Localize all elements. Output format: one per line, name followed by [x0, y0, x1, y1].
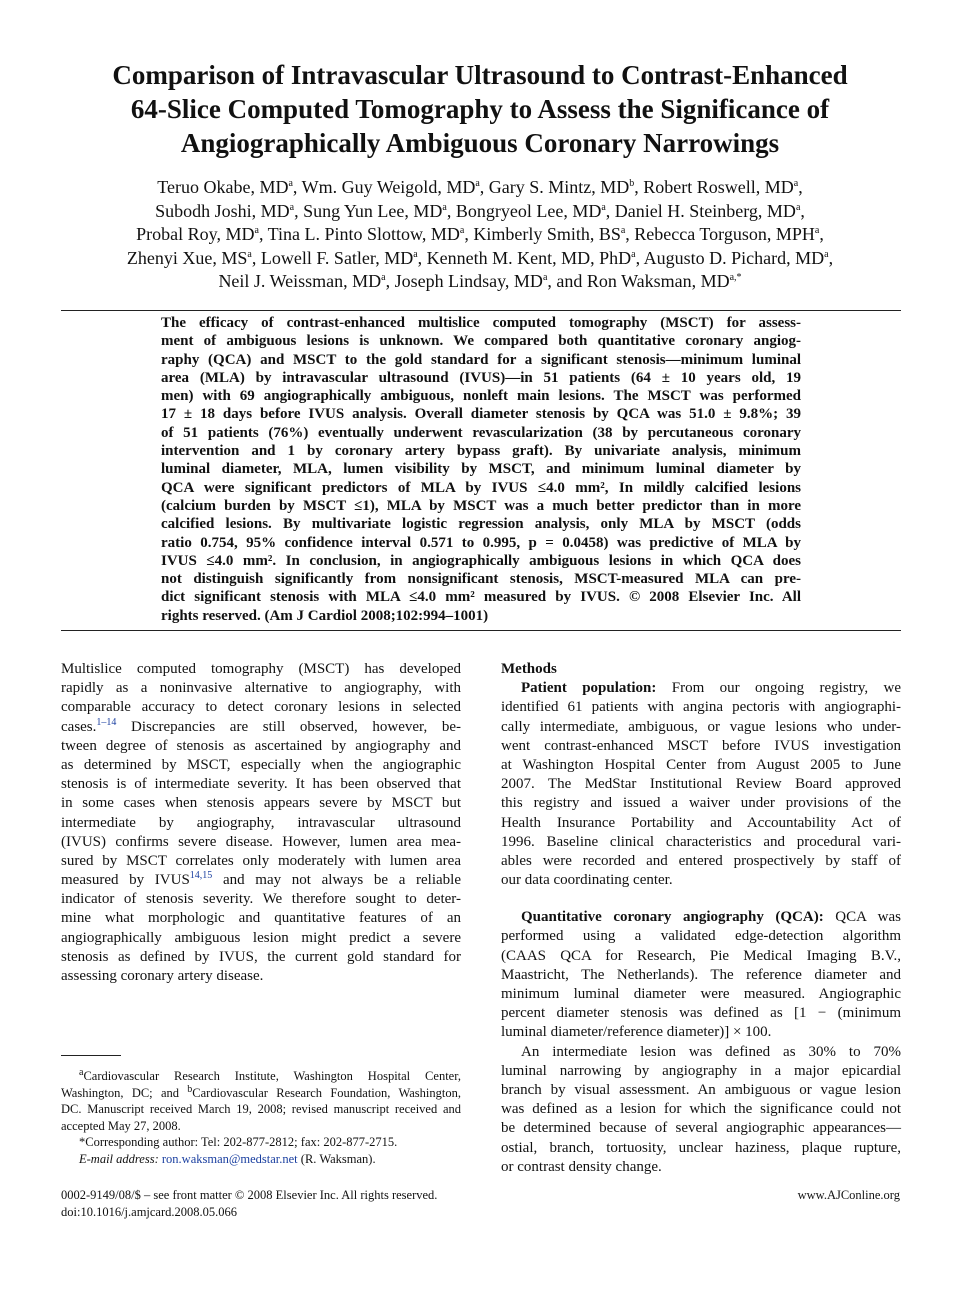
author-name: Kenneth M. Kent, MD, PhD: [426, 247, 632, 268]
body-line: 1996. Baseline clinical characteristics and procedural vari-: [501, 833, 901, 850]
author-name: Sung Yun Lee, MD: [303, 200, 443, 221]
separator: ,: [385, 271, 395, 291]
abstract-line: QCA were significant predictors of MLA by IVUS ≤4.0 mm², In mildly calcified lesions: [161, 479, 801, 496]
introduction-column: [61, 660, 461, 986]
affiliation-mark: a,*: [729, 272, 742, 283]
author-line: [40, 223, 920, 247]
abstract: [161, 314, 801, 625]
affiliation-mark: a: [824, 248, 829, 260]
abstract-line: 17 ± 18 days before IVUS analysis. Overall diameter stenosis by QCA was 51.0 ± 9.8%; 39: [161, 406, 801, 423]
author-name: Tina L. Pinto Slottow, MD: [267, 224, 460, 244]
footnote-text: Cardiovascular Research Institute, Washington Hospital Center,: [83, 1069, 461, 1083]
separator: ,: [294, 200, 304, 221]
title-line: Angiographically Ambiguous Coronary Narrowings: [180, 128, 780, 158]
affiliation-mark: a: [601, 201, 606, 213]
body-line: minimum luminal diameter were measured. Angiographic: [501, 986, 901, 1002]
body-text: and may not always be a reliable: [212, 872, 461, 889]
author-name: Neil J. Weissman, MD: [218, 271, 382, 291]
abstract-bottom-rule: [61, 630, 901, 631]
doi-line: doi:10.1016/j.amjcard.2008.05.066: [61, 1205, 238, 1219]
separator: ,: [417, 247, 427, 268]
body-line: stenosis is of intermediate severity. It has been observed that: [61, 776, 461, 793]
author-name: Bongryeol Lee, MD: [455, 200, 602, 221]
separator: ,: [635, 247, 644, 268]
author-line: [40, 247, 920, 271]
abstract-line: The efficacy of contrast-enhanced multislice computed tomography (MSCT) for assess-: [161, 315, 801, 331]
body-line: Multislice computed tomography (MSCT) has developed: [61, 661, 461, 677]
separator: ,: [819, 224, 824, 244]
body-line: ostial, branch, tortuosity, unclear haziness, plaque rupture,: [501, 1139, 901, 1156]
paragraph-gap: [501, 890, 901, 908]
author-line: [40, 270, 920, 294]
abstract-line: of 51 patients (76%) eventually underwent revascularization (38 by percutaneous coronary: [161, 424, 801, 441]
body-line: 2007. The MedStar Institutional Review Board approved: [501, 776, 901, 793]
body-line: mine what morphologic and quantitative features of an: [61, 910, 461, 927]
affiliation-mark: a: [254, 225, 259, 236]
author-name: Subodh Joshi, MD: [155, 200, 290, 221]
footnote-line: accepted May 27, 2008.: [61, 1118, 181, 1133]
body-line: assessing coronary artery disease.: [61, 968, 264, 984]
separator: ,: [625, 224, 635, 244]
separator: ,: [634, 177, 644, 197]
separator: ,: [800, 200, 805, 221]
footnote-line: [61, 1085, 461, 1102]
body-text: QCA was: [823, 909, 902, 926]
subsection-heading: Patient population:: [521, 680, 657, 697]
affiliation-mark: a: [288, 178, 293, 189]
body-line: ables were recorded and entered prospectively by staff of: [501, 852, 901, 869]
footnote-text: Cardiovascular Research Foundation, Washington,: [192, 1085, 461, 1100]
separator: ,: [292, 177, 302, 197]
article-title: [40, 58, 920, 160]
author-name: Robert Roswell, MD: [643, 177, 794, 197]
title-line: Comparison of Intravascular Ultrasound to Contrast-Enhanced: [112, 60, 848, 90]
footnote-rule: [61, 1055, 121, 1056]
body-line: [501, 679, 901, 698]
body-line: sured by MSCT correlates only moderately with lumen area: [61, 852, 461, 869]
author-name: Augusto D. Pichard, MD: [643, 247, 825, 268]
abstract-top-rule: [61, 310, 901, 311]
body-line: our data coordinating center.: [501, 872, 673, 889]
body-line: at Washington Hospital Center from August 2005 to June: [501, 756, 901, 773]
body-line: luminal narrowing by angiography in a major epicardial: [501, 1062, 901, 1079]
body-line: angiographically ambiguous lesion might predict a severe: [61, 929, 461, 946]
affiliation-mark: b: [629, 178, 635, 189]
body-text: Discrepancies are still observed, however, be-: [116, 718, 461, 735]
section-heading: Methods: [501, 661, 557, 677]
body-line: [61, 871, 461, 890]
author-name: Ron Waksman, MD: [586, 271, 730, 291]
abstract-line: dict significant stenosis with MLA ≤4.0 mm² measured by IVUS. © 2008 Elsevier Inc. All: [161, 589, 801, 606]
body-text: From our ongoing registry, we: [656, 680, 901, 697]
author-name: Probal Roy, MD: [136, 224, 255, 244]
affiliation-mark: a: [442, 201, 447, 213]
abstract-line: IVUS ≤4.0 mm². In conclusion, in angiographically ambiguous lesions in which QCA does: [161, 552, 801, 569]
abstract-line: calcified lesions. By multivariate logistic regression analysis, only MLA by MSCT (odds: [161, 516, 801, 533]
body-line: (CAAS QCA for Research, Pie Medical Imaging B.V.,: [501, 947, 901, 964]
affiliation-mark: a: [79, 1066, 84, 1078]
author-name: Daniel H. Steinberg, MD: [614, 200, 796, 221]
abstract-line: rights reserved. (Am J Cardiol 2008;102:994–1001): [161, 607, 489, 624]
issn-line: 0002-9149/08/$ – see front matter © 2008 Elsevier Inc. All rights reserved.: [61, 1188, 438, 1202]
body-line: cally intermediate, ambiguous, or vague lesions who under-: [501, 718, 901, 735]
journal-footer: [61, 1187, 437, 1221]
affiliation-mark: a: [381, 272, 386, 283]
separator: ,: [798, 177, 803, 197]
title-line: 64-Slice Computed Tomography to Assess the Significance of: [130, 94, 830, 124]
author-line: [40, 176, 920, 200]
body-line: Health Insurance Portability and Accountability Act of: [501, 814, 901, 831]
affiliation-mark: a: [814, 225, 820, 236]
separator: ,: [251, 247, 261, 268]
affiliation-mark: a: [620, 225, 626, 236]
affiliation-mark: a: [413, 248, 418, 260]
abstract-line: area (MLA) by intravascular ultrasound (IVUS)—in 51 patients (64 ± 10 years old, 19: [161, 369, 801, 386]
body-line: [501, 908, 901, 927]
author-name: Wm. Guy Weigold, MD: [301, 177, 476, 197]
affiliation-mark: a: [247, 248, 252, 260]
affiliation-mark: a: [289, 201, 295, 213]
footnote-text: (R. Waksman).: [297, 1151, 376, 1166]
separator: ,: [446, 200, 456, 221]
body-line: tween degree of stenosis as ascertained by angiography and: [61, 737, 461, 754]
body-line: in some cases when stenosis appears severe by MSCT but: [61, 795, 461, 812]
separator: ,: [605, 200, 615, 221]
website-link[interactable]: www.AJConline.org: [797, 1188, 900, 1202]
body-line: branch by visual assessment. An ambiguous or vague lesion: [501, 1081, 901, 1098]
affiliation-mark: a: [631, 248, 636, 260]
footnote-text: Washington, DC; and: [61, 1085, 188, 1100]
abstract-line: men) with 69 angiographically ambiguous, nonleft main lesions. The MSCT was performed: [161, 388, 801, 405]
author-name: Joseph Lindsay, MD: [394, 271, 543, 291]
footnotes: [61, 1068, 461, 1168]
separator: ,: [464, 224, 474, 244]
author-name: Rebecca Torguson, MPH: [634, 224, 815, 244]
body-line: luminal diameter/reference diameter)] × 100.: [501, 1024, 772, 1041]
abstract-line: (calcium burden by MSCT ≤1), MLA by MSCT was a much better predictor than in more: [161, 497, 801, 514]
affiliation-mark: a: [793, 178, 799, 189]
abstract-line: luminal diameter, MLA, lumen visibility by MSCT, and minimum luminal diameter by: [161, 461, 801, 478]
citation-link[interactable]: 1–14: [96, 716, 117, 728]
body-line: as determined by MSCT, especially when the angiographic: [61, 756, 461, 773]
body-line: identified 61 patients with angina pectoris with angiographi-: [501, 699, 901, 716]
separator: ,: [479, 177, 489, 197]
body-line: intermediate by angiography, intravascular ultrasound: [61, 814, 461, 831]
body-line: stenosis as defined by IVUS, the current gold standard for: [61, 948, 461, 965]
footnote-line: [61, 1068, 461, 1085]
body-line: indicator of stenosis severity. We therefore sought to deter-: [61, 891, 461, 908]
abstract-line: ratio 0.754, 95% confidence interval 0.571 to 0.995, p = 0.0458) was predictive of MLA by: [161, 534, 801, 551]
separator: ,: [828, 247, 834, 268]
affiliation-mark: a: [475, 178, 480, 189]
affiliation-mark: b: [187, 1083, 193, 1095]
citation-link[interactable]: 14,15: [189, 870, 213, 882]
body-line: Maastricht, The Netherlands). The reference diameter and: [501, 966, 901, 983]
author-list: [40, 176, 920, 294]
separator: ,: [258, 224, 268, 244]
body-line: percent diameter stenosis was defined as [1 − (minimum: [501, 1005, 901, 1022]
author-name: Kimberly Smith, BS: [473, 224, 621, 244]
body-line: be determined because of several angiographic appearances—: [501, 1120, 901, 1137]
affiliation-mark: a: [542, 272, 548, 283]
email-label: E-mail address:: [79, 1151, 159, 1166]
body-line: went contrast-enhanced MSCT before IVUS investigation: [501, 737, 901, 754]
body-line: (IVUS) confirms severe disease. However, lumen area mea-: [61, 833, 461, 850]
footnote-line: DC. Manuscript received March 19, 2008; revised manuscript received and: [61, 1102, 461, 1117]
body-line: [61, 718, 461, 737]
body-line: was defined as a lesion for which the significance could not: [501, 1101, 901, 1118]
affiliation-mark: a: [795, 201, 801, 213]
footnote-line: [61, 1151, 461, 1168]
author-line: [40, 200, 920, 224]
body-line: rapidly as a noninvasive alternative to angiography, with: [61, 680, 461, 697]
body-line: An intermediate lesion was defined as 30% to 70%: [521, 1043, 901, 1060]
subsection-heading: Quantitative coronary angiography (QCA):: [521, 909, 824, 926]
body-text: cases.: [61, 718, 97, 735]
body-line: performed using a validated edge-detection algorithm: [501, 928, 901, 945]
body-text: measured by IVUS: [61, 872, 190, 889]
author-name: Gary S. Mintz, MD: [488, 177, 630, 197]
email-link[interactable]: ron.waksman@medstar.net: [161, 1151, 298, 1166]
body-line: this registry and issued a waiver under provisions of the: [501, 795, 901, 812]
body-line: comparable accuracy to detect coronary lesions in selected: [61, 699, 461, 716]
abstract-line: intervention and 1 by coronary artery bypass graft). By univariate analysis, minimum: [161, 443, 801, 460]
author-name: Lowell F. Satler, MD: [260, 247, 414, 268]
abstract-line: ment of ambiguous lesions is unknown. We compared both quantitative coronary angiog-: [161, 333, 801, 350]
author-name: Teruo Okabe, MD: [157, 177, 289, 197]
author-name: Zhenyi Xue, MS: [126, 247, 248, 268]
footnote-line: *Corresponding author: Tel: 202-877-2812; fax: 202-877-2715.: [79, 1135, 398, 1150]
abstract-line: raphy (QCA) and MSCT to the gold standard for a significant stenosis—minimum luminal: [161, 351, 801, 368]
affiliation-mark: a: [459, 225, 465, 236]
methods-column: [501, 660, 901, 1177]
separator: , and: [547, 271, 587, 291]
body-line: or contrast density change.: [501, 1158, 662, 1175]
abstract-line: not distinguish significantly from nonsignificant stenosis, MSCT-measured MLA can pre-: [161, 571, 801, 588]
